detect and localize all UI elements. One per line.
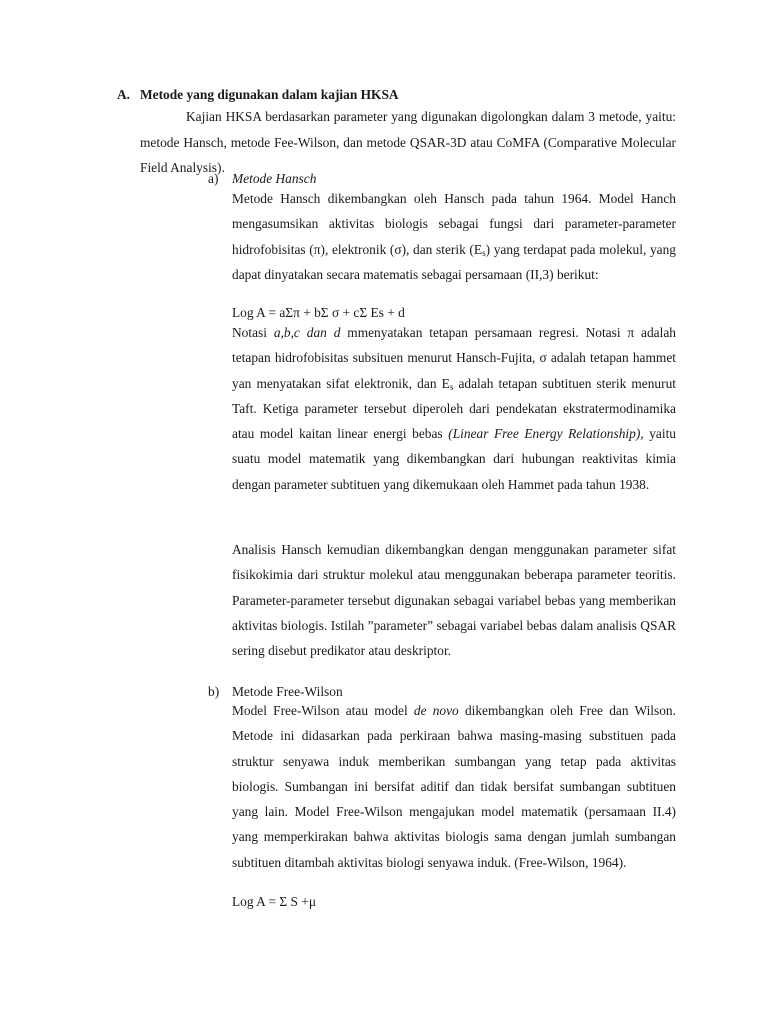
text-run: Metode Hansch dikembangkan oleh Hansch pada tahun 1964. Model Hanch mengasumsikan aktivitas biologis sebagai fungsi dari parameter-parameter hidrofobisitas (π), elektronik (σ), dan sterik (E [232,191,676,257]
text-run: yaitu suatu model matematik yang dikembangkan dari hubungan reaktivitas kimia dengan parameter subtituen yang dikemukaan oleh Hammet pada tahun 1938. [232,426,677,492]
section-title: Metode yang digunakan dalam kajian HKSA [140,87,399,102]
hansch-paragraph-2 [232,320,676,497]
subscript: s [449,381,454,392]
text-run: Model Free-Wilson atau model [232,703,414,718]
italic-run: a,b,c dan d [273,325,341,340]
italic-run: (Linear Free Energy Relationship), [448,426,644,442]
intro-paragraph: Kajian HKSA berdasarkan parameter yang digunakan digolongkan dalam 3 metode, yaitu: metode Hansch, metode Fee-Wilson, dan metode QSAR-3D atau CoMFA (Comparative Molecular Field Analysis). [140,109,676,176]
text-run: ) yang terdapat pada molekul, yang dapat dinyatakan secara matematis sebagai persamaan (II,3) berikut: [232,241,677,282]
hansch-paragraph-3: Analisis Hansch kemudian dikembangkan dengan menggunakan parameter sifat fisikokimia dari struktur molekul atau menggunakan beberapa parameter teoritis. Parameter-parameter tersebut digunakan sebagai variabel bebas yang memberikan aktivitas biologis. Istilah ”parameter” sebagai variabel bebas dalam analisis QSAR sering disebut predikator atau deskriptor. [232,542,676,659]
hansch-equation: Log A = aΣπ + bΣ σ + cΣ Es + d [232,305,405,320]
section-number: A. [117,87,131,102]
hansch-paragraph-1 [232,186,676,287]
text-run: dikembangkan oleh Free dan Wilson. Metode ini didasarkan pada perkiraan bahwa masing-masing substituen pada struktur senyawa induk memberikan sumbangan yang tetap pada aktivitas biologis. Sumbangan ini bersifat aditif dan tidak bersifat sumbangan subtituen yang lain. Model Free-Wilson mengajukan model matematik (persamaan II.4) yang memperkirakan bahwa aktivitas biologis sama dengan jumlah sumbangan subtituen ditambah aktivitas biologi senyawa induk. (Free-Wilson, 1964). [232,703,676,870]
subscript: s [482,247,486,258]
subsection-title: Metode Hansch [232,171,317,186]
section-heading [117,87,399,103]
freewilson-paragraph-1 [232,698,676,875]
text-run: adalah tetapan subtituen sterik menurut Taft. Ketiga parameter tersebut diperoleh dari pendekatan ekstratermodinamika atau model kaitan linear energi bebas [232,375,677,442]
freewilson-equation: Log A = Σ S +μ [232,894,317,909]
subsection-title: Metode Free-Wilson [232,684,343,699]
subsection-label: b) [208,684,220,699]
subsection-label: a) [208,171,219,186]
text-run: mmenyatakan tetapan persamaan regresi. Notasi π adalah tetapan hidrofobisitas subsituen menurut Hansch-Fujita, σ adalah tetapan hammet yan menyatakan sifat elektronik, dan E [232,325,676,391]
subsection-hansch-heading [208,171,316,187]
italic-run: de novo [413,703,459,718]
text-run: Notasi [232,325,274,340]
